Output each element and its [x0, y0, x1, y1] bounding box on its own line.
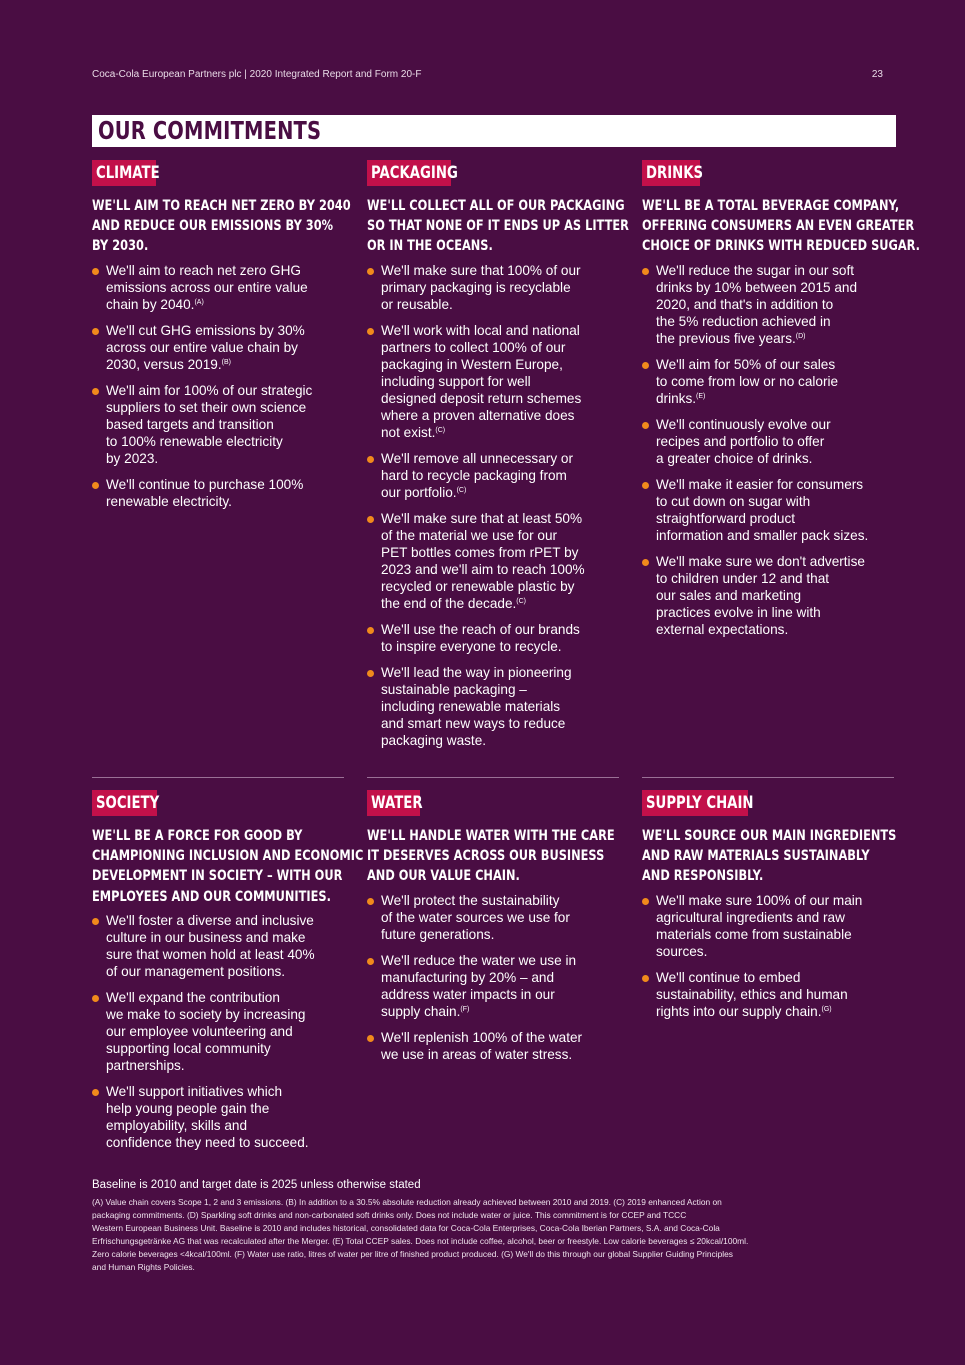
section-tag-label: CLIMATE	[96, 163, 160, 183]
section-tag-label: PACKAGING	[371, 163, 458, 183]
footnotes	[92, 1179, 897, 1274]
bullet-dot-icon	[642, 559, 649, 566]
section-tag-label: WATER	[371, 793, 423, 813]
bullet-dot-icon	[367, 328, 374, 335]
page-number: 23	[871, 69, 883, 80]
commitment-list	[367, 262, 621, 749]
baseline-note: Baseline is 2010 and target date is 2025 unless otherwise stated	[92, 1179, 421, 1191]
commitment-item: We'll replenish 100% of the water we use in areas of water stress.	[367, 1029, 621, 1063]
section-climate	[92, 160, 351, 519]
footnote-marker: (E)	[696, 392, 706, 400]
section-tag	[92, 160, 160, 186]
bullet-dot-icon	[367, 958, 374, 965]
bullet-dot-icon	[92, 388, 99, 395]
footnote-marker: (F)	[460, 1005, 470, 1013]
footnote-marker: (D)	[795, 332, 806, 340]
commitment-item: We'll protect the sustainability of the water sources we use for future generations.	[367, 892, 621, 943]
bullet-dot-icon	[367, 268, 374, 275]
bullet-dot-icon	[642, 975, 649, 982]
section-society	[92, 777, 364, 1160]
commitment-item: We'll make it easier for consumers to cut down on sugar with straightforward product information and smaller pack sizes.	[642, 476, 896, 544]
bullet-dot-icon	[642, 482, 649, 489]
commitment-list	[92, 912, 346, 1151]
commitment-item: We'll support initiatives which help young people gain the employability, skills and confidence they need to succeed.	[92, 1083, 346, 1151]
bullet-dot-icon	[642, 268, 649, 275]
commitment-item: We'll make sure that 100% of our primary packaging is recyclable or reusable.	[367, 262, 621, 313]
section-tag-label: DRINKS	[646, 163, 704, 183]
footnote-marker: (A)	[194, 298, 204, 306]
bullet-dot-icon	[642, 422, 649, 429]
report-header: Coca-Cola European Partners plc | 2020 Integrated Report and Form 20-F	[92, 69, 422, 80]
section-headline: WE'LL BE A FORCE FOR GOOD BY CHAMPIONING INCLUSION AND ECONOMIC DEVELOPMENT IN SOCIETY – WITH OUR EMPLOYEES AND OUR COMMUNITIES.	[92, 827, 364, 905]
bullet-dot-icon	[92, 268, 99, 275]
commitment-item: We'll continuously evolve our recipes and portfolio to offer a greater choice of drinks.	[642, 416, 896, 467]
bullet-dot-icon	[367, 898, 374, 905]
bullet-dot-icon	[367, 1035, 374, 1042]
commitment-item: We'll make sure we don't advertise to children under 12 and that our sales and marketing practices evolve in line with external expectations.	[642, 553, 896, 638]
section-tag	[92, 790, 160, 816]
footnote-marker: (C)	[435, 426, 446, 434]
section-headline: WE'LL AIM TO REACH NET ZERO BY 2040 AND REDUCE OUR EMISSIONS BY 30% BY 2030.	[92, 197, 351, 255]
section-tag-label: SUPPLY CHAIN	[646, 793, 754, 813]
section-water	[367, 777, 621, 1072]
section-supply-chain	[642, 777, 896, 1029]
bullet-dot-icon	[367, 627, 374, 634]
commitment-item: We'll cut GHG emissions by 30% across our entire value chain by 2030, versus 2019.$^{(B)}$	[92, 322, 346, 373]
commitment-list	[92, 262, 346, 510]
footnote-marker: (C)	[516, 597, 527, 605]
section-headline: WE'LL SOURCE OUR MAIN INGREDIENTS AND RAW MATERIALS SUSTAINABLY AND RESPONSIBLY.	[642, 827, 897, 885]
section-tag	[642, 790, 754, 816]
bullet-dot-icon	[367, 456, 374, 463]
commitment-item: We'll reduce the sugar in our soft drinks by 10% between 2015 and 2020, and that's in addition to the 5% reduction achieved in the previous five years.$^{(D)}$	[642, 262, 896, 347]
section-headline: WE'LL COLLECT ALL OF OUR PACKAGING SO THAT NONE OF IT ENDS UP AS LITTER OR IN THE OCEANS.	[367, 197, 629, 255]
commitment-item: We'll aim for 100% of our strategic suppliers to set their own science based targets and transition to 100% renewable electricity by 2023.	[92, 382, 346, 467]
section-tag	[367, 790, 423, 816]
commitment-item: We'll continue to embed sustainability, ethics and human rights into our supply chain.$^{(G)}$	[642, 969, 896, 1020]
title-bar	[92, 115, 896, 147]
footnote-marker: (B)	[221, 358, 231, 366]
commitment-list	[642, 892, 896, 1020]
section-drinks	[642, 160, 920, 647]
section-divider	[367, 777, 619, 778]
section-packaging	[367, 160, 629, 758]
footnote-text: (A) Value chain covers Scope 1, 2 and 3 emissions. (B) In addition to a 30.5% absolute reduction already achieved between 2010 and 2019. (C) 2019 enhanced Action on packaging commitments. (D) Sparkling soft drinks and non-carbonated soft drinks only. Does not include water or juice. This commitment is for CCEP and TCCC Western European Business Unit. Baseline is 2010 and includes historical, consolidated data for Coca-Cola Enterprises, Coca-Cola Iberian Partners, S.A. and Coca-Cola Erfrischungsgetränke AG that was recalculated after the Merger. (E) Total CCEP sales. Does not include coffee, alcohol, beer or freestyle. Low calorie beverages ≤ 20kcal/100ml. Zero calorie beverages <4kcal/100ml. (F) Water use ratio, litres of water per litre of finished product produced. (G) We'll do this through our global Supplier Guiding Principles and Human Rights Policies.	[92, 1197, 749, 1272]
bullet-dot-icon	[92, 328, 99, 335]
bullet-dot-icon	[92, 918, 99, 925]
commitment-item: We'll continue to purchase 100% renewable electricity.	[92, 476, 346, 510]
commitment-list	[642, 262, 896, 638]
commitment-item: We'll make sure that at least 50% of the material we use for our PET bottles comes from rPET by 2023 and we'll aim to reach 100% recycled or renewable plastic by the end of the decade.$^{(C)}$	[367, 510, 621, 612]
commitment-list	[367, 892, 621, 1063]
bullet-dot-icon	[92, 482, 99, 489]
commitment-item: We'll aim to reach net zero GHG emissions across our entire value chain by 2040.$^{(A)}$	[92, 262, 346, 313]
commitment-item: We'll expand the contribution we make to society by increasing our employee volunteering and supporting local community partnerships.	[92, 989, 346, 1074]
commitment-item: We'll work with local and national partners to collect 100% of our packaging in Western Europe, including support for well designed deposit return schemes where a proven alternative does not exist.$^{(C)}$	[367, 322, 621, 441]
commitment-item: We'll lead the way in pioneering sustainable packaging – including renewable materials and smart new ways to reduce packaging waste.	[367, 664, 621, 749]
section-divider	[642, 777, 894, 778]
section-divider	[92, 777, 344, 778]
bullet-dot-icon	[367, 670, 374, 677]
footnote-marker: (G)	[821, 1005, 832, 1013]
section-tag-label: SOCIETY	[96, 793, 160, 813]
commitment-item: We'll foster a diverse and inclusive culture in our business and make sure that women hold at least 40% of our management positions.	[92, 912, 346, 980]
commitment-item: We'll remove all unnecessary or hard to recycle packaging from our portfolio.$^{(C)}$	[367, 450, 621, 501]
section-tag	[367, 160, 458, 186]
bullet-dot-icon	[92, 1089, 99, 1096]
bullet-dot-icon	[642, 362, 649, 369]
commitment-item: We'll make sure 100% of our main agricultural ingredients and raw materials come from sustainable sources.	[642, 892, 896, 960]
page-title: OUR COMMITMENTS	[98, 116, 322, 145]
commitment-item: We'll reduce the water we use in manufacturing by 20% – and address water impacts in our supply chain.$^{(F)}$	[367, 952, 621, 1020]
bullet-dot-icon	[642, 898, 649, 905]
section-headline: WE'LL HANDLE WATER WITH THE CARE IT DESERVES ACROSS OUR BUSINESS AND OUR VALUE CHAIN.	[367, 827, 615, 885]
footnote-marker: (C)	[456, 486, 467, 494]
section-tag	[642, 160, 704, 186]
bullet-dot-icon	[92, 995, 99, 1002]
bullet-dot-icon	[367, 516, 374, 523]
commitment-item: We'll use the reach of our brands to inspire everyone to recycle.	[367, 621, 621, 655]
commitment-item: We'll aim for 50% of our sales to come from low or no calorie drinks.$^{(E)}$	[642, 356, 896, 407]
section-headline: WE'LL BE A TOTAL BEVERAGE COMPANY, OFFERING CONSUMERS AN EVEN GREATER CHOICE OF DRINKS WITH REDUCED SUGAR.	[642, 197, 920, 255]
